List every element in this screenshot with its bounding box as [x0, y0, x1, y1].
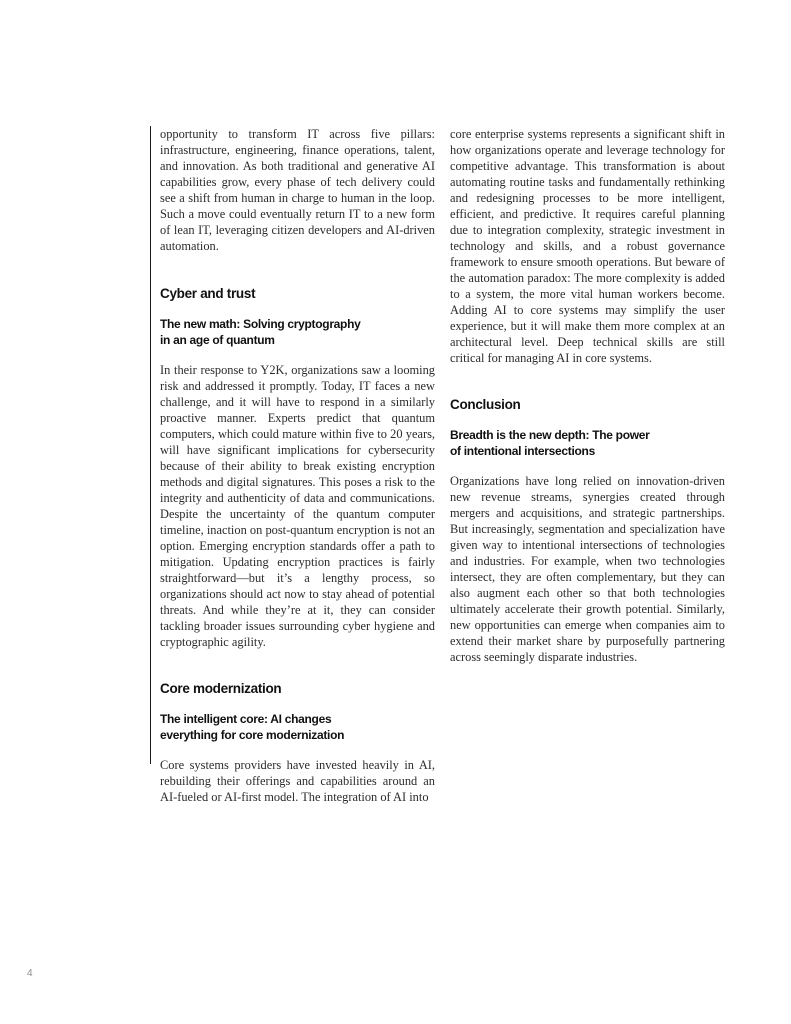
- subheading-core-line2: everything for core modernization: [160, 728, 345, 742]
- section-heading-core: Core modernization: [160, 681, 282, 696]
- continued-paragraph: core enterprise systems represents a significant shift in how organizations operate and leverage technology for competitive advantage. This transformation is about automating routine tasks and fundamentally rethinking and redesigning processes to be more intelligent, efficient, and predictive. It requires careful planning due to integration complexity, strategic investment in technology and skills, and a robust governance framework to ensure smooth operations. But beware of the automation paradox: The more complexity is added to a system, the more vital human workers become. Adding AI to core systems may simplify the user experience, but it will make them more complex at an architectural level. Deep technical skills are still critical for managing AI in core systems.: [450, 127, 725, 365]
- right-column: [450, 126, 725, 665]
- subheading-cyber-line1: The new math: Solving cryptography: [160, 317, 361, 331]
- subheading-core-line1: The intelligent core: AI changes: [160, 712, 332, 726]
- conclusion-paragraph: Organizations have long relied on innovation-driven new revenue streams, synergies created through mergers and acquisitions, and strategic partnerships. But increasingly, segmentation and specialization have given way to intentional intersections of technologies and industries. For example, when two technologies intersect, they are often complementary, but they can also augment each other so that both technologies ultimately accelerate their growth potential. Similarly, new opportunities can emerge when companies aim to extend their market share by purposefully partnering across seemingly disparate industries.: [450, 474, 725, 664]
- section-heading-conclusion: Conclusion: [450, 397, 521, 412]
- subheading-cyber-line2: in an age of quantum: [160, 333, 275, 347]
- left-margin-rule: [150, 126, 151, 764]
- cyber-paragraph: In their response to Y2K, organizations saw a looming risk and addressed it promptly. Today, IT faces a new challenge, and it will have to respond in a similarly proactive manner. Experts predict that quantum computers, which could mature within five to 20 years, will have significant implications for cybersecurity because of their ability to break existing encryption methods and digital signatures. This poses a risk to the integrity and authenticity of data and communications. Despite the uncertainty of the quantum computer timeline, inaction on post-quantum encryption is not an option. Emerging encryption standards offer a path to mitigation. Updating encryption practices is fairly straightforward—but it’s a lengthy process, so organizations should act now to stay ahead of potential threats. And while they’re at it, they can consider tackling broader issues surrounding cyber hygiene and cryptographic agility.: [160, 363, 435, 649]
- subheading-conclusion: [450, 427, 725, 459]
- intro-paragraph: opportunity to transform IT across five pillars: infrastructure, engineering, finance operations, talent, and innovation. As both traditional and generative AI capabilities grow, every phase of tech delivery could see a shift from human in charge to human in the loop. Such a move could eventually return IT to a new form of lean IT, leveraging citizen developers and AI-driven automation.: [160, 127, 435, 253]
- subheading-conclusion-line2: of intentional intersections: [450, 444, 595, 458]
- left-column: [160, 126, 435, 805]
- section-heading-cyber: Cyber and trust: [160, 286, 256, 301]
- subheading-core: [160, 711, 435, 743]
- page-number: 4: [27, 968, 33, 979]
- subheading-cyber: [160, 316, 435, 348]
- subheading-conclusion-line1: Breadth is the new depth: The power: [450, 428, 650, 442]
- core-paragraph: Core systems providers have invested heavily in AI, rebuilding their offerings and capabilities around an AI-fueled or AI-first model. The integration of AI into: [160, 758, 435, 804]
